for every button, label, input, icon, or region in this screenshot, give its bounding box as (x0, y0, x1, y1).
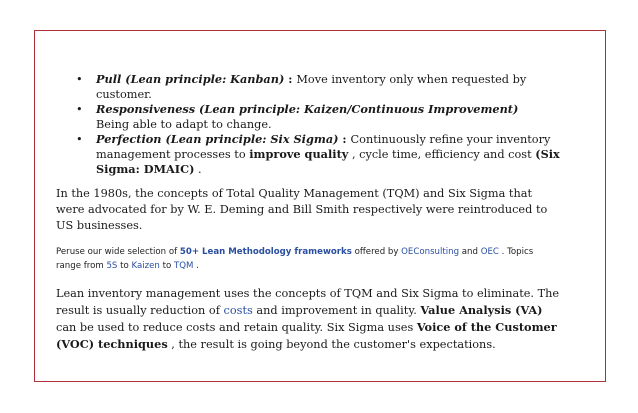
costs-link[interactable]: costs (223, 304, 253, 318)
history-paragraph: In the 1980s, the concepts of Total Quality Management (TQM) and Six Sigma that were advocated for by W. E. Deming and Bill Smith respectively were reintroduced to US businesses. (56, 187, 548, 232)
5s-link[interactable]: 5S (106, 261, 118, 272)
lean-frameworks-link[interactable]: 50+ Lean Methodology frameworks (179, 247, 352, 258)
oec-link[interactable]: OEC (480, 247, 499, 258)
lean-principles-list (76, 72, 560, 177)
list-item (76, 132, 560, 177)
bullet-icon: • (76, 103, 83, 116)
oeconsulting-link[interactable]: OEConsulting (401, 247, 460, 258)
bullet-text: . (194, 163, 202, 176)
bullet-text: Move inventory only when requested by customer. (96, 73, 527, 101)
bullet-icon: • (76, 133, 83, 146)
promo-text: and (459, 247, 481, 258)
promo-paragraph (56, 245, 560, 273)
promo-text: to (117, 261, 132, 272)
list-item (76, 102, 560, 132)
bullet-title: Responsiveness (Lean principle: Kaizen/Continuous Improvement) (96, 102, 519, 116)
lean-inventory-paragraph (56, 286, 560, 353)
promo-text: Peruse our wide selection of (56, 247, 180, 258)
paragraph-text: can be used to reduce costs and retain quality. Six Sigma uses (56, 321, 417, 335)
bullet-text: Being able to adapt to change. (96, 118, 272, 131)
bullet-icon: • (76, 73, 83, 86)
bullet-text: , cycle time, efficiency and cost (348, 148, 536, 161)
promo-text: . Topics range from (56, 247, 534, 272)
voc-term: Voice of the Customer (VOC) techniques (56, 320, 557, 352)
bullet-title: Pull (Lean principle: Kanban) (96, 72, 285, 86)
promo-text: offered by (351, 247, 402, 258)
paragraph-text: and improvement in quality. (252, 304, 421, 318)
bullet-separator: : (338, 132, 351, 146)
document-content (56, 72, 560, 365)
paragraph-text: Lean inventory management uses the concepts of TQM and Six Sigma to eliminate. The result is usually reduction of (56, 287, 560, 318)
kaizen-link[interactable]: Kaizen (131, 261, 160, 272)
tqm-link[interactable]: TQM (173, 261, 194, 272)
bullet-separator: : (284, 72, 297, 86)
bullet-title: Perfection (Lean principle: Six Sigma) (96, 132, 339, 146)
paragraph-text: , the result is going beyond the customer's expectations. (167, 338, 496, 352)
bullet-bold-text: (Six Sigma: DMAIC) (96, 147, 560, 176)
promo-text: . (193, 261, 199, 272)
bullet-text: Continuously refine your inventory management processes to (96, 133, 551, 161)
list-item (76, 72, 560, 102)
bullet-bold-text: improve quality (249, 147, 349, 161)
value-analysis-term: Value Analysis (VA) (420, 303, 543, 318)
promo-text: to (159, 261, 174, 272)
